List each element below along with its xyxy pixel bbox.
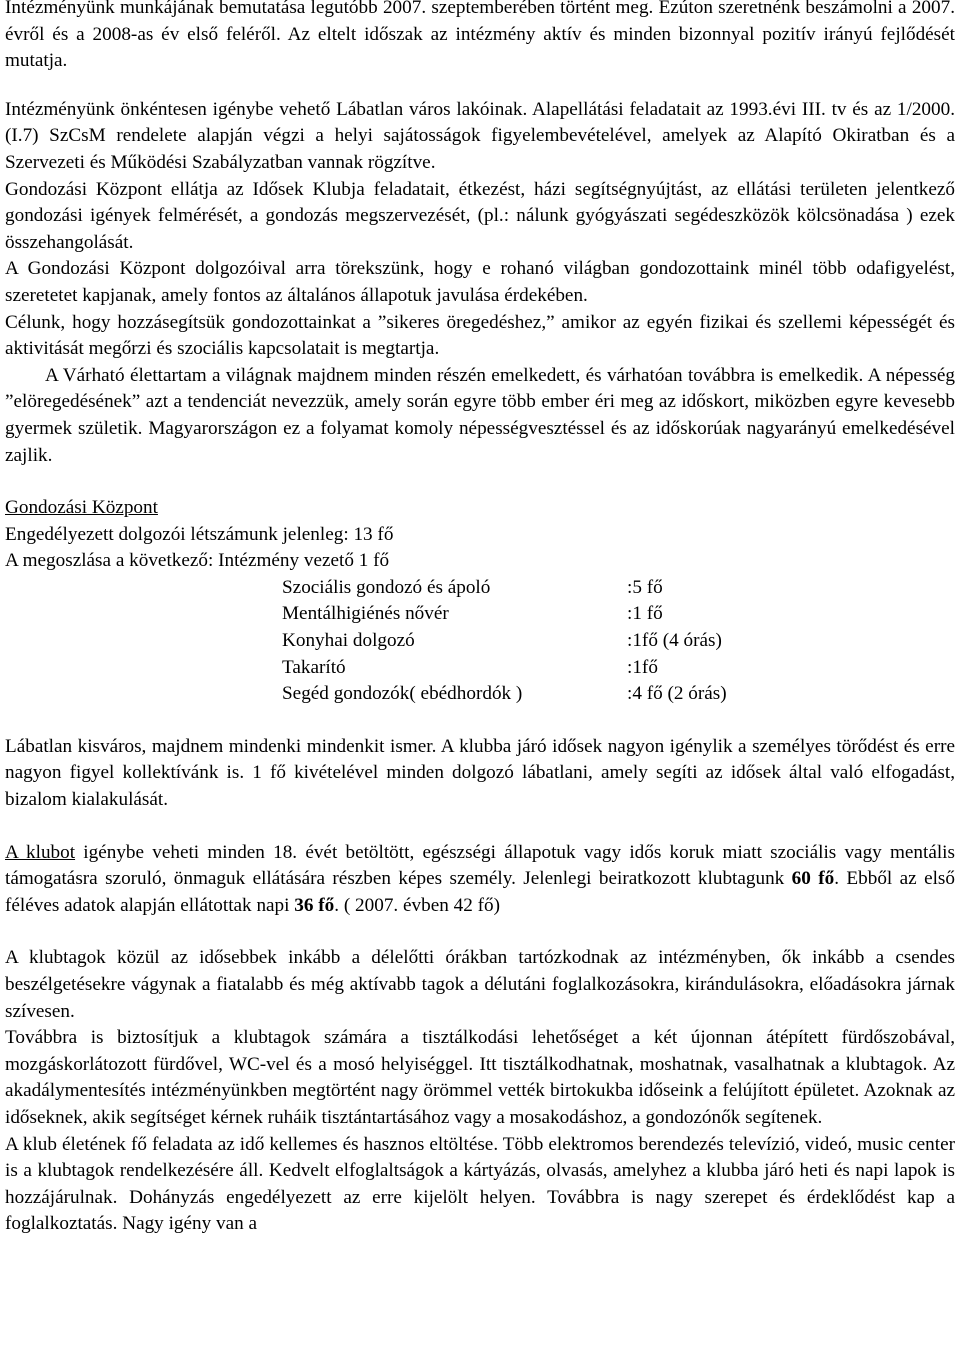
club-text-1: igénybe veheti minden 18. évét betöltött, egészségi állapotuk vagy idős koruk miatt szociális vagy mentális támogatásra szoruló, önmaguk ellátására részben képes személy. Jelenlegi beiratkozott klubtagunk [5, 841, 955, 890]
town-paragraph: Lábatlan kisváros, majdnem mindenki mindenkit ismer. A klubba járó idősek nagyon igénylik a személyes törődést és erre nagyon figyel kollektívánk is. 1 fő kivételével minden dolgozó lábatlani, amely segíti az idősek által való elfogadást, bizalom kialakulását. [5, 735, 955, 811]
aging-paragraph: Célunk, hogy hozzásegítsük gondozottainkat a ”sikeres öregedéshez,” amikor az egyén fizikai és szellemi képességét és aktivitását megőrzi és szociális kapcsolatait is megtartja. [5, 311, 955, 360]
club-text-2: . Ebből az első féléves adatok alapján ellátottak napi [5, 868, 955, 916]
activities-paragraph-3: A klub életének fő feladata az idő kellemes és hasznos eltöltése. Több elektromos berendezés televízió, videó, music center is a klubtagok rendelkezésére áll. Kedvelt elfoglaltságok a kártyázás, olvasás, amelyhez a klubba járó heti és napi lapok is hozzájárulnak. Dohányzás engedélyezett az erre kijelölt helyen. Továbbra is nagy szerepet és érdeklődést kap a foglalkoztatás. Nagy igény van a [5, 1133, 955, 1235]
staff-role: Mentálhigiénés nővér [282, 603, 449, 625]
goals-paragraph: A Gondozási Központ dolgozóival arra törekszünk, hogy e rohanó világban gondozottaink minél több odafigyelést, szeretetet kapjanak, amely fontos az általános állapotuk javulása érdekében. [5, 258, 955, 306]
staff-count: :1fő [627, 656, 658, 678]
club-heading: A klubot [5, 841, 76, 863]
staff-row [282, 681, 955, 708]
legal-basis-paragraph: Intézményünk önkéntesen igénybe vehető Lábatlan város lakóinak. Alapellátási feladatait az 1993.évi III. tv és az 1/2000.(I.7) SzCsM rendelete alapján végzi a helyi sajátosságok figyelembevételével, amelyek az Alapító Okiratban és a Szervezeti és Működési Szabályzatban vannak rögzítve. [5, 98, 955, 173]
club-paragraph [5, 840, 955, 920]
services-paragraph: Gondozási Központ ellátja az Idősek Klubja feladatait, étkezést, házi segítségnyújtást, az ellátási területen jelentkező gondozási igények felmérését, a gondozás megszervezését, (pl.: nálunk gyógyászati segédeszközök kölcsönadása ) ezek összehangolását. [5, 178, 955, 253]
staff-row [282, 628, 955, 655]
staff-row [282, 575, 955, 602]
activities-paragraph-1: A klubtagok közül az idősebbek inkább a délelőtti órákban tartózkodnak az intézményben, ők inkább a csendes beszélgetésekre vágynak a fiatalabb és még aktívabb tagok a délutáni foglalkozásokra, kirándulásokra, előadásokra járnak szívesen. [5, 947, 955, 1022]
staff-row [282, 601, 955, 628]
staff-count: :1 fő [627, 603, 663, 625]
staff-heading [5, 495, 955, 522]
club-daily-count: 36 fő [294, 894, 335, 916]
staff-table [282, 575, 955, 708]
activities-paragraph-2: Továbbra is biztosítjuk a klubtagok számára a tisztálkodási lehetőséget a két újonnan átépített fürdőszobával, mozgáskorlátozott fürdővel, WC-vel és a mosó helyiséggel. Itt tisztálkodhatnak, moshatnak, vasalhatnak a klubtagok. Az akadálymentesítés intézményünkben megtörtént nagy örömmel vették birtokukba időseink a felújított épületet. Azoknak az időseknek, akik segítséget kérnek ruháik tisztántartásához vagy a mosakodáshoz, a gondozónők segítenek. [5, 1027, 955, 1128]
life-expectancy-paragraph: A Várható élettartam a világnak majdnem minden részén emelkedett, és várhatóan továbbra is emelkedik. A népesség ”elöregedésének” azt a tendenciát nevezzük, amely során egyre több ember éri meg az időskort, miközben egyre kevesebb gyermek születik. Magyarországon ez a folyamat komoly népességvesztéssel és az időskorúak nagyarányú emelkedésével zajlik. [5, 364, 955, 466]
spacer [5, 919, 955, 945]
spacer [5, 75, 955, 97]
spacer [5, 708, 955, 734]
staff-role: Segéd gondozók( ebédhordók ) [282, 683, 523, 705]
staff-count: :1fő (4 órás) [627, 630, 722, 652]
staff-count: :5 fő [627, 576, 663, 598]
spacer [5, 814, 955, 840]
intro-paragraph: Intézményünk munkájának bemutatása legutóbb 2007. szeptemberében történt meg. Ezúton szeretnénk beszámolni a 2007. évről és a 2008-as év első feléről. Az eltelt időszak az intézmény aktív és minden bizonnyal pozitív irányú fejlődését mutatja. [5, 0, 955, 72]
staff-row [282, 655, 955, 682]
staff-role: Szociális gondozó és ápoló [282, 576, 491, 598]
staff-role: Konyhai dolgozó [282, 630, 415, 652]
staff-heading-text: Gondozási Központ [5, 497, 158, 519]
club-text-3: . ( 2007. évben 42 fő) [334, 894, 500, 916]
spacer [5, 469, 955, 495]
staff-headcount: Engedélyezett dolgozói létszámunk jelenleg: 13 fő [5, 523, 394, 545]
club-members-count: 60 fő [791, 868, 835, 890]
staff-role: Takarító [282, 656, 346, 678]
staff-distribution: A megoszlása a következő: Intézmény vezető 1 fő [5, 550, 390, 572]
staff-count: :4 fő (2 órás) [627, 683, 727, 705]
